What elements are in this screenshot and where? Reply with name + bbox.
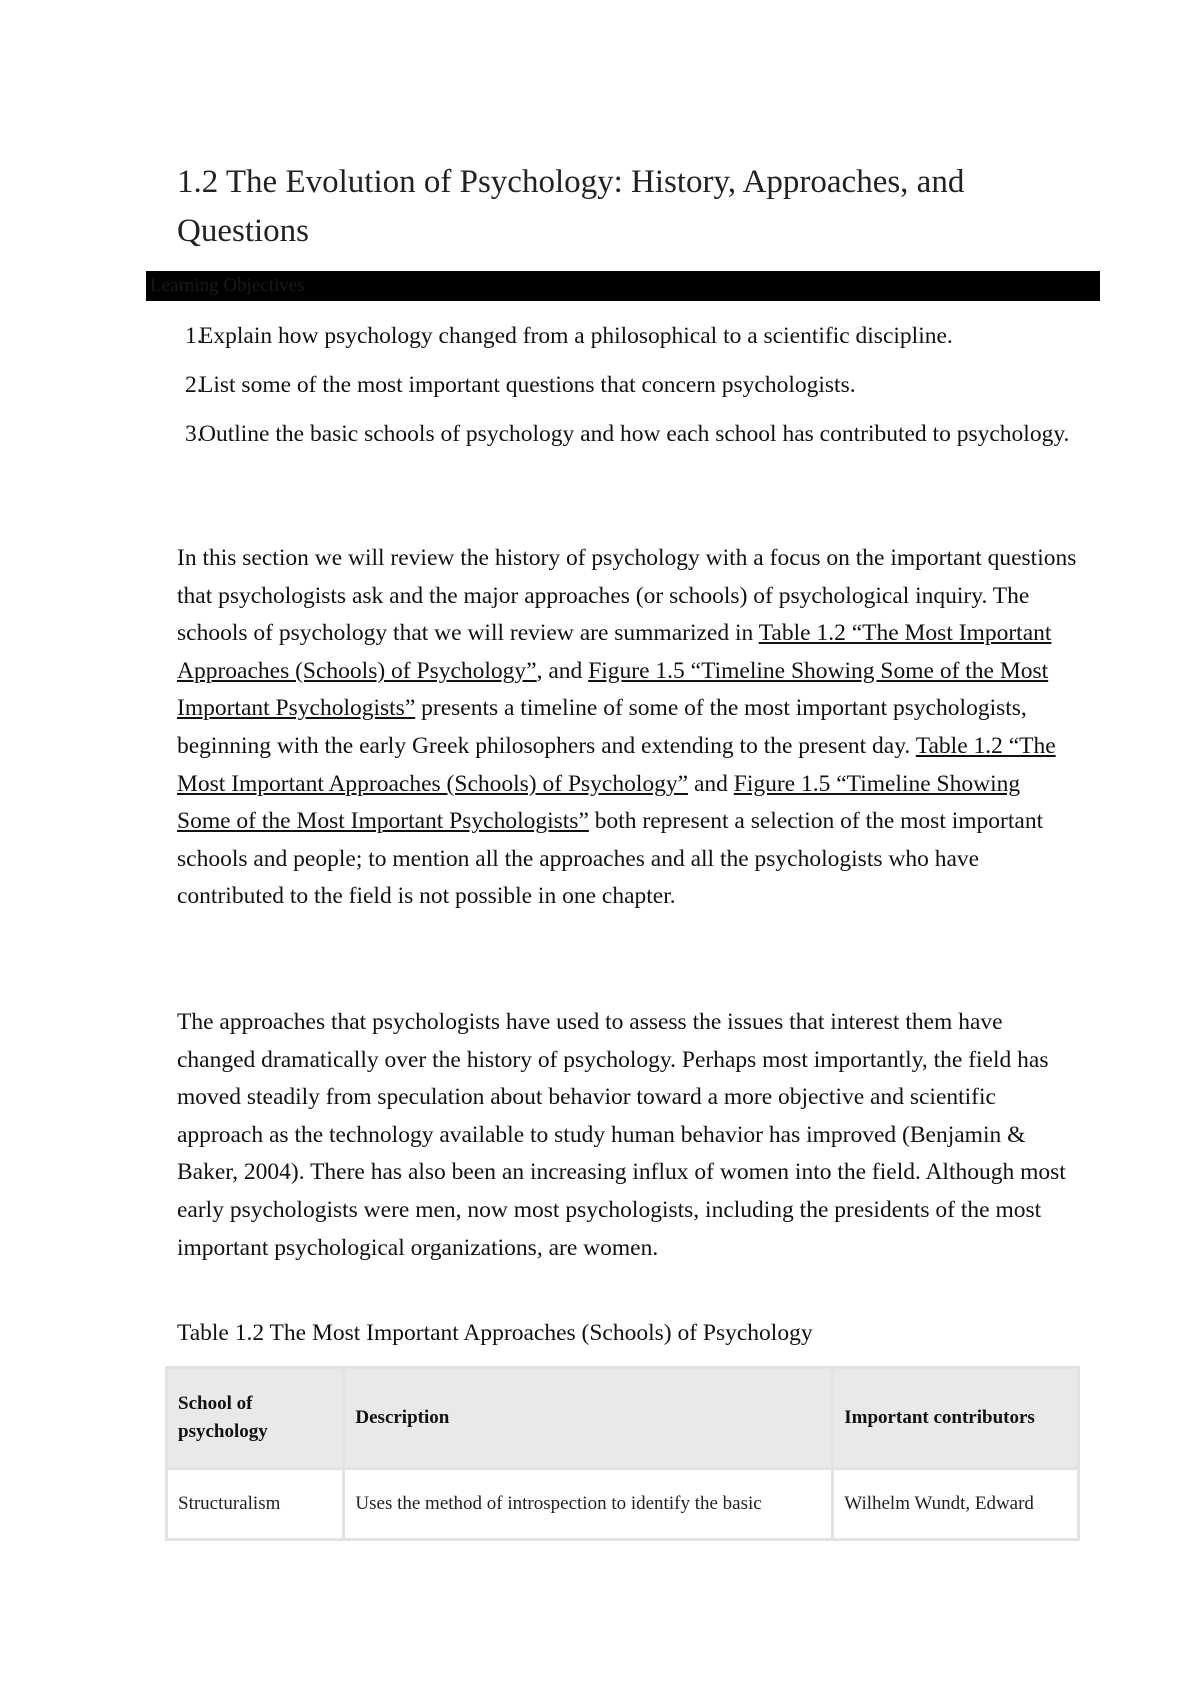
figure-1-5-link[interactable]: Figure 1.5 “Timeline Showing Some of the Most Important Psychologists” xyxy=(177,657,1049,722)
list-item xyxy=(177,367,1077,404)
list-item-number: 3. xyxy=(185,421,203,447)
list-item-text: List some of the most important questions that concern psychologists. xyxy=(199,372,856,398)
paragraph-text: presents a timeline of some of the most important psychologists, beginning with the early Greek philosophers and extending to the present day. xyxy=(177,695,1027,759)
table-header-row xyxy=(167,1368,1079,1469)
column-header-contributors: Important contributors xyxy=(833,1368,1079,1469)
intro-paragraph xyxy=(177,540,1077,916)
table-cell-school: Structuralism xyxy=(167,1469,344,1540)
table-caption: Table 1.2 The Most Important Approaches (Schools) of Psychology xyxy=(177,1320,813,1346)
list-item-text: Explain how psychology changed from a philosophical to a scientific discipline. xyxy=(199,323,953,349)
table-cell-description: Uses the method of introspection to identify the basic xyxy=(344,1469,833,1540)
paragraph-text: both represent a selection of the most important schools and people; to mention all the approaches and all the psychologists who have contributed to the field is not possible in one chapter. xyxy=(177,808,1044,910)
learning-objectives-label: Learning Objectives xyxy=(150,275,305,296)
schools-table xyxy=(165,1366,1080,1541)
learning-objectives-header xyxy=(146,271,1100,301)
list-item-number: 1. xyxy=(185,323,203,349)
page-title: 1.2 The Evolution of Psychology: History, Approaches, and Questions xyxy=(177,164,965,249)
list-item-text: Outline the basic schools of psychology and how each school has contributed to psychology. xyxy=(199,421,1070,447)
table-cell-contributors: Wilhelm Wundt, Edward xyxy=(833,1469,1079,1540)
column-header-school: School of psychology xyxy=(167,1368,344,1469)
paragraph-text: In this section we will review the history of psychology with a focus on the important questions that psychologists ask and the major approaches (or schools) of psychological inquiry. The schools of psychology that we will review are summarized in xyxy=(177,545,1077,647)
learning-objectives-list xyxy=(177,318,1077,465)
table-1-2-link[interactable]: Table 1.2 “The Most Important Approaches (Schools) of Psychology” xyxy=(177,620,1052,684)
table-row xyxy=(167,1469,1079,1540)
figure-1-5-link[interactable]: Figure 1.5 “Timeline Showing Some of the Most Important Psychologists” xyxy=(177,770,1021,835)
paragraph-text: and xyxy=(688,770,734,797)
column-header-description: Description xyxy=(344,1368,833,1469)
list-item xyxy=(177,416,1077,453)
table-1-2-link[interactable]: Table 1.2 “The Most Important Approaches (Schools) of Psychology” xyxy=(177,732,1056,797)
list-item xyxy=(177,318,1077,355)
paragraph-text: , and xyxy=(536,657,589,684)
approaches-paragraph: The approaches that psychologists have used to assess the issues that interest them have changed dramatically over the history of psychology. Perhaps most importantly, the field has moved steadily from speculation about behavior toward a more objective and scientific approach as the technology available to study human behavior has improved (Benjamin & Baker, 2004). There has also been an increasing influx of women into the field. Although most early psychologists were men, now most psychologists, including the presidents of the most important psychological organizations, are women. xyxy=(177,1009,1066,1261)
list-item-number: 2. xyxy=(185,372,203,398)
